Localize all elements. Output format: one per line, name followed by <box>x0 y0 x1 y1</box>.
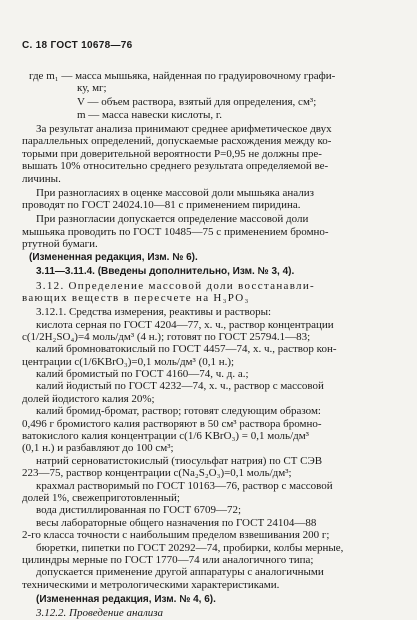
text-line: c(1/2H₂SO₄)=4 моль/дм³ (4 н.); готовят по ГОСТ 25794.1—83; <box>22 331 311 343</box>
text-line: 3.12. Определение массовой доли восстанавли- <box>36 280 315 292</box>
text-line: При разногласиях в оценке массовой доли мышьяка анализ <box>36 187 314 199</box>
text-line: допускается применение другой аппаратуры с аналогичными <box>36 566 324 578</box>
text-line: (Измененная редакция, Изм. № 4, 6). <box>36 594 216 605</box>
text-line: мышьяка проводить по ГОСТ 10485—75 с применением бромно- <box>22 226 329 238</box>
text-line: 3.11—3.11.4. (Введены дополнительно, Изм. № 3, 4). <box>36 266 295 277</box>
text-line: 2-го класса точности с наибольшим пределом взвешивания 200 г; <box>22 529 330 541</box>
text-line: торыми при доверительной вероятности P=0,95 не должны пре- <box>22 148 322 160</box>
text-line: кислота серная по ГОСТ 4204—77, х. ч., раствор концентрации <box>36 319 334 331</box>
text-line: весы лабораторные общего назначения по ГОСТ 24104—88 <box>36 517 317 529</box>
text-line: калий бромистый по ГОСТ 4160—74, ч. д. а.; <box>36 368 249 380</box>
text-line: ртутной бумаги. <box>22 238 98 250</box>
text-line: калий йодистый по ГОСТ 4232—74, х. ч., раствор с массовой <box>36 380 324 392</box>
text-line: ку, мг; <box>77 82 107 94</box>
text-line: бюретки, пипетки по ГОСТ 20292—74, пробирки, колбы мерные, <box>36 542 344 554</box>
text-line: 3.12.1. Средства измерения, реактивы и растворы: <box>36 306 272 318</box>
text-line: проводят по ГОСТ 24024.10—81 с применением пиридина. <box>22 199 301 211</box>
text-line: m — масса навески кислоты, г. <box>77 109 222 121</box>
text-line: 223—75, раствор концентрации c(Na₂S₂O₃)=0,1 моль/дм³; <box>22 467 292 479</box>
text-line: натрий серноватистокислый (тиосульфат натрия) по СТ СЭВ <box>36 455 323 467</box>
text-line: вающих веществ в пересчете на H₃PO₃ <box>22 292 250 304</box>
text-line: долей 1%, свежеприготовленный; <box>22 492 180 504</box>
text-line: техническими и метрологическими характеристиками. <box>22 579 280 591</box>
text-line: долей йодистого калия 20%; <box>22 393 155 405</box>
page-header: С. 18 ГОСТ 10678—76 <box>22 40 133 51</box>
text-line: 0,496 г бромистого калия растворяют в 50 см³ раствора бромно- <box>22 418 322 430</box>
text-line: 3.12.2. Проведение анализа <box>36 607 164 619</box>
text-line: ватокислого калия концентрации c(1/6 KBrO₃) = 0,1 моль/дм³ <box>22 430 309 442</box>
text-line: калий бромид-бромат, раствор; готовят следующим образом: <box>36 405 321 417</box>
text-line: V — объем раствора, взятый для определения, см³; <box>77 96 317 108</box>
text-line: вышать 10% относительно среднего результата определяемой ве- <box>22 160 329 172</box>
text-line: цилиндры мерные по ГОСТ 1770—74 или аналогичного типа; <box>22 554 314 566</box>
text-line: (Измененная редакция, Изм. № 6). <box>29 252 198 263</box>
text-line: вода дистиллированная по ГОСТ 6709—72; <box>36 504 242 516</box>
text-line: крахмал растворимый по ГОСТ 10163—76, раствор с массовой <box>36 480 333 492</box>
text-line: личины. <box>22 173 61 185</box>
text-line: (0,1 н.) и разбавляют до 100 см³; <box>22 442 174 454</box>
text-line: калий бромноватокислый по ГОСТ 4457—74, х. ч., раствор кон- <box>36 343 337 355</box>
text-line: За результат анализа принимают среднее арифметическое двух <box>36 123 332 135</box>
text-line: где m₁ — масса мышьяка, найденная по градуировочному графи- <box>29 70 336 82</box>
text-line: центрации c(1/6KBrO₃)=0,1 моль/дм³ (0,1 н.); <box>22 356 235 368</box>
text-line: параллельных определений, допускаемые расхождения между ко- <box>22 135 332 147</box>
text-line: При разногласии допускается определение массовой доли <box>36 213 309 225</box>
